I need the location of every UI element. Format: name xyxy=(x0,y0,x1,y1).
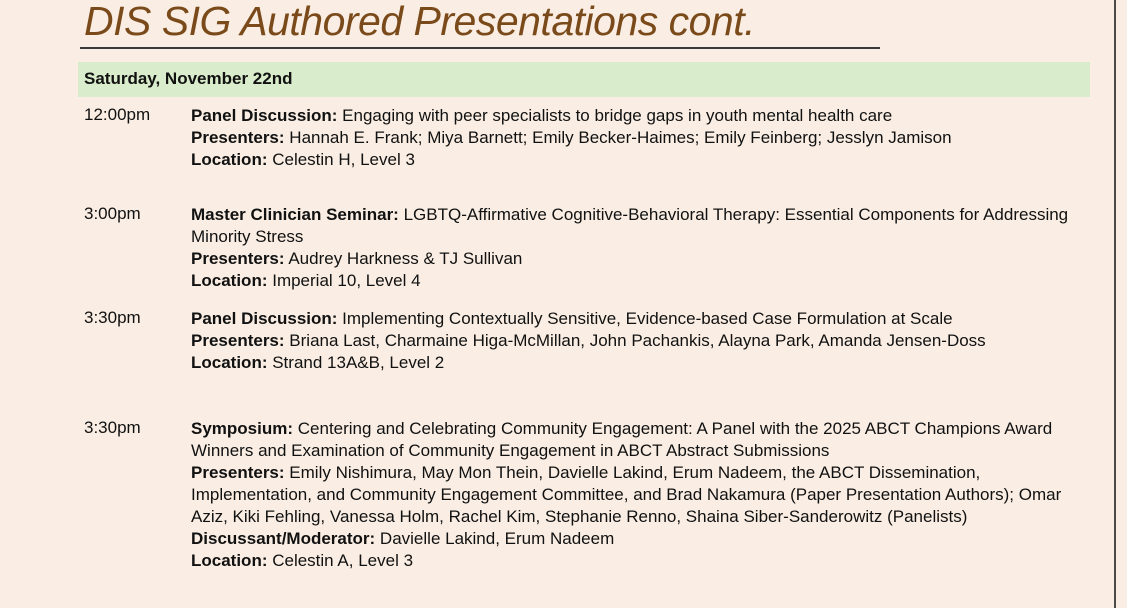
location-line xyxy=(191,270,1084,292)
event-details xyxy=(191,308,1084,374)
presenters-label: Presenters: xyxy=(191,128,285,147)
presenters-line xyxy=(191,248,1084,270)
location-line xyxy=(191,550,1084,572)
location-label: Location: xyxy=(191,353,268,372)
page-edge-rule xyxy=(1114,0,1116,608)
presenters-label: Presenters: xyxy=(191,249,285,268)
event-type-label: Panel Discussion: xyxy=(191,106,338,125)
event-type-label: Panel Discussion: xyxy=(191,309,338,328)
day-label: Saturday, November 22nd xyxy=(84,69,293,88)
event-details xyxy=(191,418,1084,572)
event-title-line xyxy=(191,204,1084,248)
event-title: LGBTQ-Affirmative Cognitive-Behavioral Therapy: Essential Components for Addressing Minority Stress xyxy=(191,205,1069,246)
location-value: Strand 13A&B, Level 2 xyxy=(267,353,445,372)
event-details xyxy=(191,204,1084,292)
page-title: DIS SIG Authored Presentations cont. xyxy=(84,0,756,44)
day-header xyxy=(78,62,1090,97)
presenters-label: Presenters: xyxy=(191,463,285,482)
event-time: 3:30pm xyxy=(84,308,141,327)
presenters-value: Emily Nishimura, May Mon Thein, Davielle Lakind, Erum Nadeem, the ABCT Dissemination, Implementation, and Community Engagement Committee, and Brad Nakamura (Paper Presentation Authors); Omar Aziz, Kiki Fehling, Vanessa Holm, Rachel Kim, Stephanie Renno, Shaina Siber-Sanderowitz (Panelists) xyxy=(191,463,1062,526)
event-title: Implementing Contextually Sensitive, Evidence-based Case Formulation at Scale xyxy=(337,309,953,328)
presenters-value: Audrey Harkness & TJ Sullivan xyxy=(284,249,523,268)
location-value: Celestin A, Level 3 xyxy=(267,551,414,570)
moderator-line xyxy=(191,528,1084,550)
location-label: Location: xyxy=(191,551,268,570)
event-title: Centering and Celebrating Community Engagement: A Panel with the 2025 ABCT Champions Award Winners and Examination of Community Engagement in ABCT Abstract Submissions xyxy=(191,419,1053,460)
event-type-label: Symposium: xyxy=(191,419,294,438)
moderator-value: Davielle Lakind, Erum Nadeem xyxy=(375,529,615,548)
event-time: 3:00pm xyxy=(84,204,141,223)
presenters-value: Hannah E. Frank; Miya Barnett; Emily Becker-Haimes; Emily Feinberg; Jesslyn Jamison xyxy=(284,128,952,147)
event-time: 3:30pm xyxy=(84,418,141,437)
location-value: Celestin H, Level 3 xyxy=(267,150,415,169)
event-time: 12:00pm xyxy=(84,105,151,124)
event-title: Engaging with peer specialists to bridge gaps in youth mental health care xyxy=(337,106,893,125)
location-value: Imperial 10, Level 4 xyxy=(267,271,421,290)
title-underline xyxy=(80,47,880,49)
event-title-line xyxy=(191,308,1084,330)
presenters-line xyxy=(191,127,1084,149)
presenters-line xyxy=(191,462,1084,528)
location-label: Location: xyxy=(191,271,268,290)
location-label: Location: xyxy=(191,150,268,169)
presenters-line xyxy=(191,330,1084,352)
event-details xyxy=(191,105,1084,171)
event-title-line xyxy=(191,418,1084,462)
presenters-label: Presenters: xyxy=(191,331,285,350)
presenters-value: Briana Last, Charmaine Higa-McMillan, John Pachankis, Alayna Park, Amanda Jensen-Doss xyxy=(284,331,986,350)
moderator-label: Discussant/Moderator: xyxy=(191,529,376,548)
event-type-label: Master Clinician Seminar: xyxy=(191,205,399,224)
location-line xyxy=(191,352,1084,374)
location-line xyxy=(191,149,1084,171)
event-title-line xyxy=(191,105,1084,127)
